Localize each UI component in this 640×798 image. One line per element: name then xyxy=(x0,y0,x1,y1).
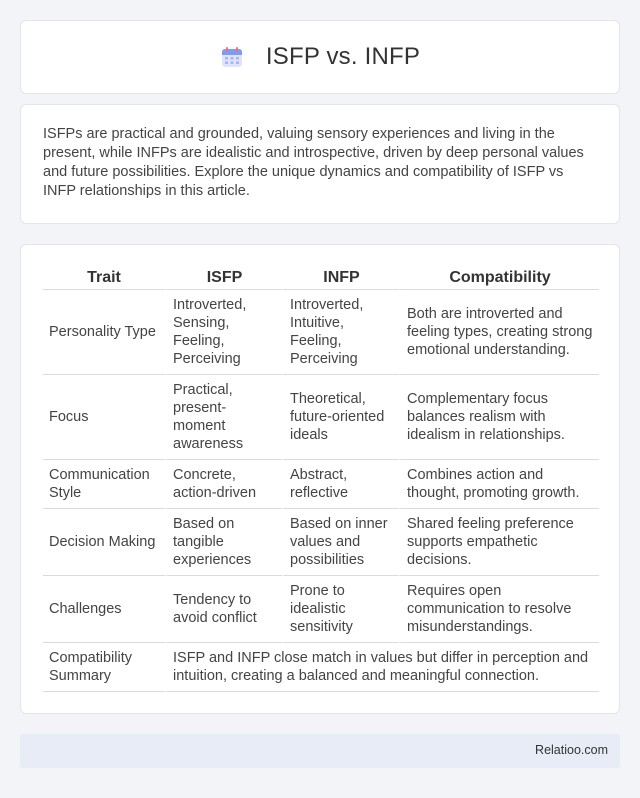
header-infp: INFP xyxy=(282,265,399,290)
compatibility-cell: Both are introverted and feeling types, creating strong emotional understanding. xyxy=(399,290,599,375)
footer-bar xyxy=(20,734,620,768)
trait-cell: Personality Type xyxy=(43,290,165,375)
header-compatibility: Compatibility xyxy=(399,265,599,290)
trait-cell: Decision Making xyxy=(43,509,165,576)
calendar-icon xyxy=(220,45,244,69)
table-header-row xyxy=(43,265,599,290)
infp-cell: Introverted, Intuitive, Feeling, Perceiving xyxy=(282,290,399,375)
infp-cell: Theoretical, future-oriented ideals xyxy=(282,375,399,460)
page-title: ISFP vs. INFP xyxy=(265,43,421,70)
table-row xyxy=(43,576,599,643)
table-row-summary xyxy=(43,643,599,692)
table-row xyxy=(43,290,599,375)
trait-cell: Communication Style xyxy=(43,460,165,509)
intro-paragraph: ISFPs are practical and grounded, valuing sensory experiences and living in the present, while INFPs are idealistic and introspective, driven by deep personal values and future possibilities. Explore the unique dynamics and compatibility of ISFP vs INFP relationships in this article. xyxy=(43,126,584,199)
compatibility-cell: Shared feeling preference supports empathetic decisions. xyxy=(399,509,599,576)
intro-card xyxy=(20,104,620,224)
header-card xyxy=(20,20,620,94)
comparison-table xyxy=(43,265,599,692)
summary-trait-cell: Compatibility Summary xyxy=(43,643,165,692)
isfp-cell: Tendency to avoid conflict xyxy=(165,576,282,643)
infp-cell: Prone to idealistic sensitivity xyxy=(282,576,399,643)
isfp-cell: Concrete, action-driven xyxy=(165,460,282,509)
comparison-card xyxy=(20,244,620,714)
compatibility-cell: Complementary focus balances realism with idealism in relationships. xyxy=(399,375,599,460)
isfp-cell: Based on tangible experiences xyxy=(165,509,282,576)
infp-cell: Abstract, reflective xyxy=(282,460,399,509)
compatibility-cell: Combines action and thought, promoting growth. xyxy=(399,460,599,509)
compatibility-cell: Requires open communication to resolve misunderstandings. xyxy=(399,576,599,643)
isfp-cell: Introverted, Sensing, Feeling, Perceiving xyxy=(165,290,282,375)
header-isfp: ISFP xyxy=(165,265,282,290)
header-trait: Trait xyxy=(43,265,165,290)
trait-cell: Challenges xyxy=(43,576,165,643)
table-row xyxy=(43,460,599,509)
infp-cell: Based on inner values and possibilities xyxy=(282,509,399,576)
trait-cell: Focus xyxy=(43,375,165,460)
isfp-cell: Practical, present-moment awareness xyxy=(165,375,282,460)
table-row xyxy=(43,509,599,576)
footer-site-name: Relatioo.com xyxy=(535,743,608,757)
summary-text-cell: ISFP and INFP close match in values but differ in perception and intuition, creating a balanced and meaningful connection. xyxy=(165,643,599,692)
table-row xyxy=(43,375,599,460)
